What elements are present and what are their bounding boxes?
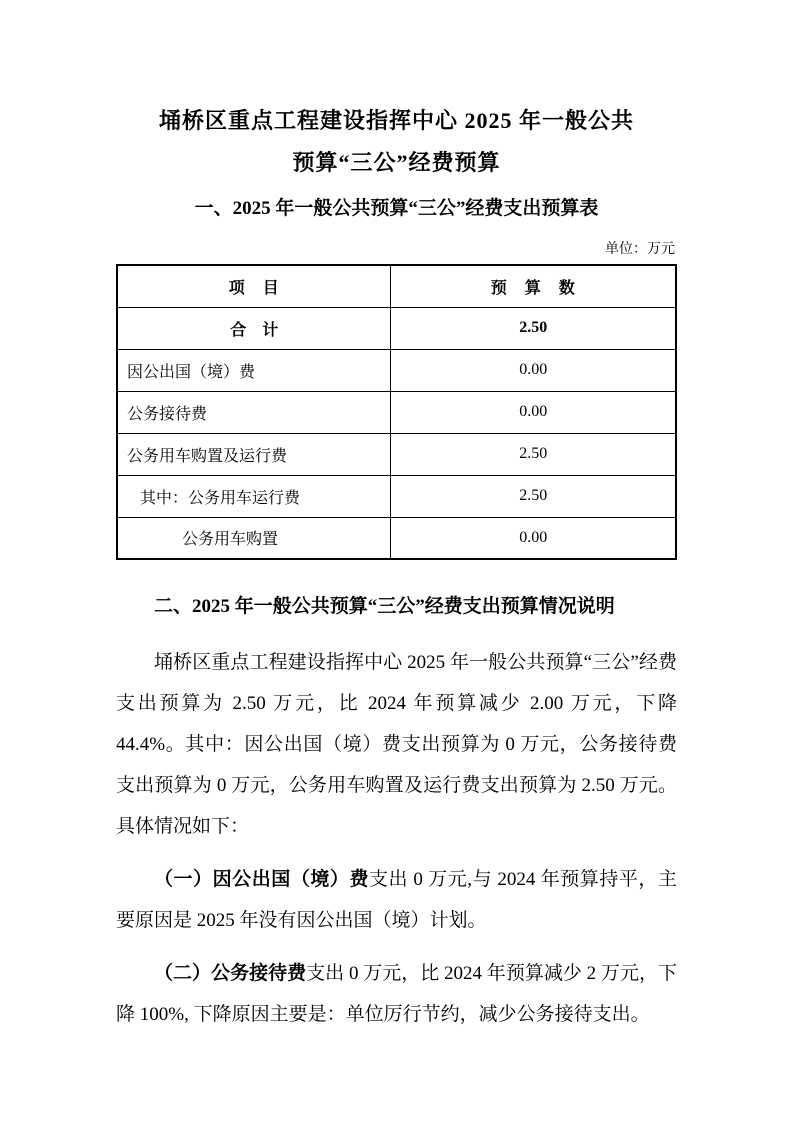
row-label-abroad-fee: 因公出国（境）费 bbox=[117, 349, 391, 391]
paragraph-item-1-text: 支出 0 万元,与 2024 年预算持平，主要原因是 2025 年没有因公出国（境）计划。 bbox=[116, 869, 677, 931]
row-value-total: 2.50 bbox=[391, 307, 676, 349]
table-row-vehicle-total bbox=[117, 433, 676, 475]
document-title-line-1: 埇桥区重点工程建设指挥中心 2025 年一般公共 bbox=[158, 108, 634, 133]
row-label-total: 合 计 bbox=[117, 307, 391, 349]
budget-table bbox=[116, 264, 677, 560]
row-value-vehicle-total: 2.50 bbox=[391, 433, 676, 475]
row-label-vehicle-purchase: 公务用车购置 bbox=[117, 517, 391, 559]
document-title-line-2: 预算“三公”经费预算 bbox=[292, 150, 501, 175]
table-row-total bbox=[117, 307, 676, 349]
section-1-heading: 一、2025 年一般公共预算“三公”经费支出预算表 bbox=[194, 198, 599, 219]
row-label-reception-fee: 公务接待费 bbox=[117, 391, 391, 433]
paragraph-item-2-text: 支出 0 万元，比 2024 年预算减少 2 万元，下降 100%, 下降原因主要是：单位厉行节约，减少公务接待支出。 bbox=[116, 963, 677, 1025]
document-title bbox=[116, 100, 677, 184]
table-header-amount: 预 算 数 bbox=[391, 265, 676, 307]
row-label-vehicle-operation: 其中：公务用车运行费 bbox=[117, 475, 391, 517]
row-label-vehicle-total: 公务用车购置及运行费 bbox=[117, 433, 391, 475]
row-value-reception-fee: 0.00 bbox=[391, 391, 676, 433]
paragraph-item-1 bbox=[116, 859, 677, 941]
table-header-item: 项 目 bbox=[117, 265, 391, 307]
paragraph-item-1-term: （一）因公出国（境）费 bbox=[154, 869, 369, 890]
row-value-vehicle-purchase: 0.00 bbox=[391, 517, 676, 559]
section-2-heading: 二、2025 年一般公共预算“三公”经费支出预算情况说明 bbox=[154, 596, 615, 617]
table-row-reception-fee bbox=[117, 391, 676, 433]
paragraph-item-2-term: （二）公务接待费 bbox=[154, 963, 307, 984]
unit-label: 单位：万元 bbox=[605, 242, 675, 257]
paragraph-summary bbox=[116, 642, 677, 847]
paragraph-item-2 bbox=[116, 953, 677, 1035]
row-value-vehicle-operation: 2.50 bbox=[391, 475, 676, 517]
table-row-vehicle-operation bbox=[117, 475, 676, 517]
row-value-abroad-fee: 0.00 bbox=[391, 349, 676, 391]
table-row-vehicle-purchase bbox=[117, 517, 676, 559]
table-row-abroad-fee bbox=[117, 349, 676, 391]
paragraph-summary-text: 埇桥区重点工程建设指挥中心 2025 年一般公共预算“三公”经费支出预算为 2.50 万元，比 2024 年预算减少 2.00 万元，下降 44.4%。其中：因公出国（境）费支出预算为 0 万元，公务接待费支出预算为 0 万元，公务用车购置及运行费支出预算为 2.50 万元。具体情况如下： bbox=[116, 652, 677, 837]
table-header-row bbox=[117, 265, 676, 307]
